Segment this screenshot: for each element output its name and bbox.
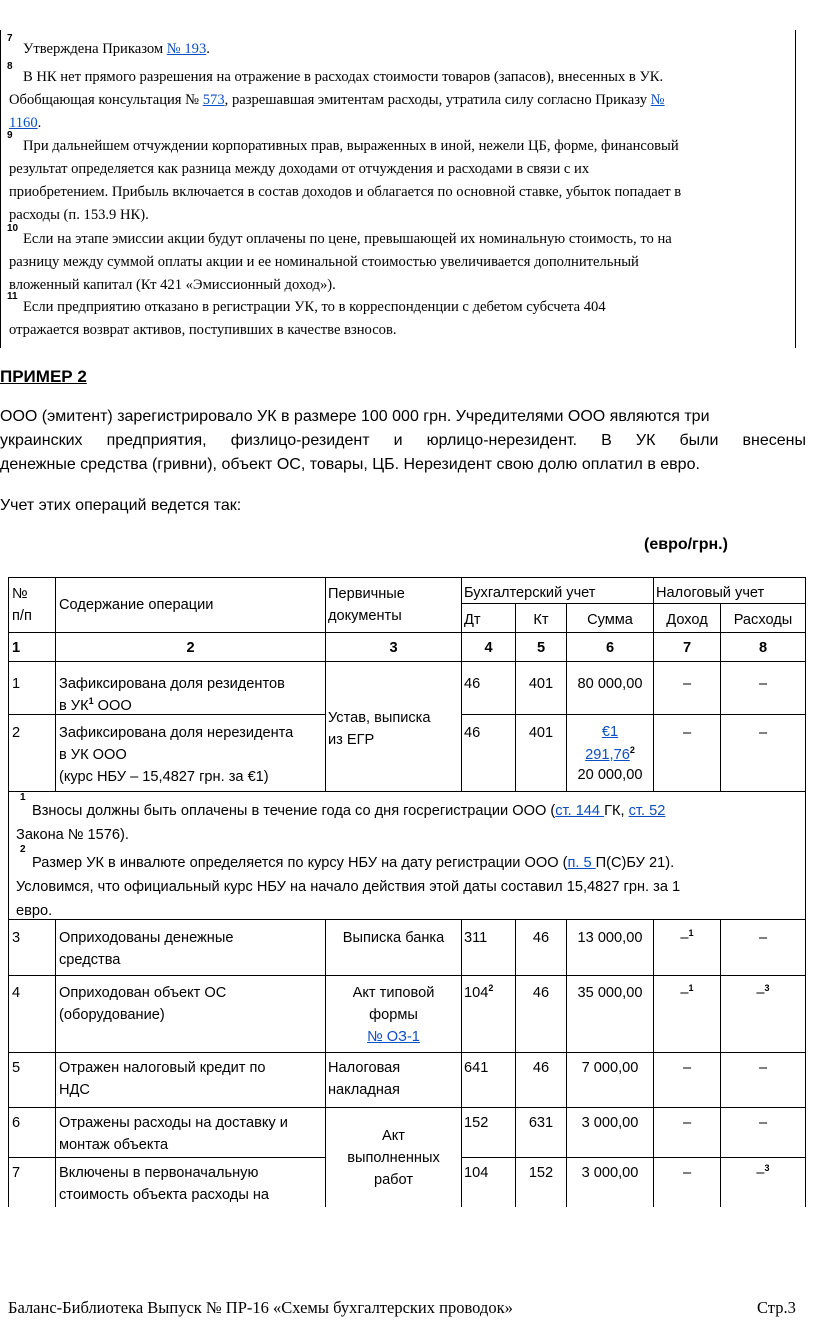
header-docs [328, 583, 405, 627]
docs-line: Налоговая [328, 1060, 401, 1076]
operation-line: ООО [93, 698, 132, 714]
header-sum: Сумма [587, 612, 633, 628]
footnote-text: При дальнейшем отчуждении корпоративных прав, выраженных в иной, нежели ЦБ, форме, финансовый [23, 138, 679, 154]
euro-amount-link[interactable]: 291,76 [585, 747, 630, 763]
row-number: 6 [12, 1115, 21, 1131]
psbu-21-link[interactable]: п. 5 [567, 855, 596, 871]
footnote-text: Закона № 1576). [16, 827, 129, 843]
expense-value [721, 1162, 805, 1184]
expense-value: – [758, 676, 768, 692]
footnote-text: Если предприятию отказано в регистрации УК, то в корреспонденции с дебетом субсчета 404 [23, 299, 606, 315]
row-number: 4 [12, 985, 21, 1001]
operation-line: Зафиксирована доля нерезидента [59, 725, 294, 741]
footnote-text: . [37, 115, 42, 131]
footnote-text: ГК, [604, 803, 629, 819]
operation-content [59, 1057, 266, 1101]
expense-dash: – [756, 985, 765, 1001]
footnote-11 [7, 291, 781, 342]
dt-value: 104 [464, 1165, 489, 1181]
dt-value [464, 982, 493, 1004]
footnote-7 [7, 33, 781, 61]
operation-line: в УК ООО [59, 747, 127, 763]
sum-value: 3 000,00 [581, 1115, 639, 1131]
col-number: 2 [186, 640, 195, 656]
header-tax: Налоговый учет [656, 585, 765, 601]
civil-code-144-link[interactable]: ст. 144 [555, 803, 605, 819]
income-value: – [682, 1165, 692, 1181]
col-number: 6 [605, 640, 615, 656]
col-number: 3 [389, 640, 398, 656]
sum-value: 80 000,00 [577, 676, 643, 692]
sum-value: 35 000,00 [577, 985, 643, 1001]
col-number: 4 [484, 640, 493, 656]
docs-line: Акт типовой [352, 985, 435, 1001]
footnote-text: евро. [16, 903, 53, 919]
footnote-9 [7, 130, 781, 227]
income-value: – [682, 676, 692, 692]
kt-value: 46 [532, 985, 550, 1001]
operation-line: Зафиксирована доля резидентов [59, 676, 285, 692]
kt-value: 631 [528, 1115, 554, 1131]
footnote-ref: 3 [764, 983, 770, 993]
order-1160-link-a[interactable]: № [650, 92, 665, 108]
header-content: Содержание операции [59, 597, 214, 613]
operation-content [59, 1162, 269, 1206]
footnote-text: В НК нет прямого разрешения на отражение в расходах стоимости товаров (запасов), внесенных в УК. [23, 69, 664, 85]
footnote-number: 2 [20, 844, 26, 855]
expense-value: – [758, 725, 768, 741]
footer-page-number: Стр.3 [757, 1298, 796, 1317]
footnote-number: 7 [7, 33, 13, 44]
income-dash: – [680, 985, 689, 1001]
operation-line: (оборудование) [59, 1007, 165, 1023]
header-expense: Расходы [733, 612, 793, 628]
income-value [654, 982, 720, 1004]
footnote-text: приобретением. Прибыль включается в состав доходов и облагается по основной ставке, убыток попадает в [9, 184, 682, 200]
docs-line: Акт [382, 1128, 405, 1144]
footer-publication: Баланс-Библиотека Выпуск № ПР-16 «Схемы бухгалтерских проводок» [8, 1298, 513, 1317]
income-value: – [682, 1115, 692, 1131]
footnote-ref: 1 [88, 696, 94, 706]
row-number: 7 [12, 1165, 21, 1181]
table-footnote-1 [16, 792, 796, 847]
operation-content [59, 927, 233, 971]
footnote-ref: 2 [488, 983, 494, 993]
intro-paragraph-2: Учет этих операций ведется так: [0, 497, 242, 514]
col-number: 5 [536, 640, 546, 656]
income-dash: – [680, 930, 689, 946]
footnotes-block [0, 30, 796, 348]
footnote-text: расходы (п. 153.9 НК). [9, 207, 149, 223]
expense-value [721, 982, 805, 1004]
header-dt: Дт [464, 612, 481, 628]
header-num-line: № [12, 586, 28, 602]
footnote-text: вложенный капитал (Кт 421 «Эмиссионный доход»). [9, 277, 336, 293]
footnote-number: 11 [7, 291, 18, 302]
footnote-number: 8 [7, 61, 13, 72]
intro-line: ООО (эмитент) зарегистрировало УК в размере 100 000 грн. Учредителями ООО являются три [0, 408, 710, 425]
docs-line: выполненных [347, 1150, 440, 1166]
operation-line: в УК [59, 698, 89, 714]
header-accounting: Бухгалтерский учет [464, 585, 596, 601]
intro-paragraph [0, 405, 806, 477]
operation-line: Оприходованы денежные [59, 930, 234, 946]
operation-line: Оприходован объект ОС [59, 985, 227, 1001]
kt-value: 152 [528, 1165, 554, 1181]
order-1160-link-b[interactable]: 1160 [9, 115, 38, 131]
income-value [654, 927, 720, 949]
footnote-8 [7, 61, 781, 135]
sum-value: 3 000,00 [581, 1165, 639, 1181]
col-number: 7 [682, 640, 692, 656]
dt-value: 641 [464, 1060, 489, 1076]
header-docs-line: Первичные [328, 586, 405, 602]
intro-line: украинских предприятия, физлицо-резидент и юрлицо-нерезидент. В УК были внесены [0, 432, 806, 449]
docs-line: работ [373, 1172, 414, 1188]
dt-value: 152 [464, 1115, 489, 1131]
footnote-ref: 2 [629, 745, 635, 755]
example-heading: ПРИМЕР 2 [0, 367, 87, 386]
sum-value: 7 000,00 [581, 1060, 639, 1076]
operation-line: Включены в первоначальную [59, 1165, 259, 1181]
footnote-text: Взносы должны быть оплачены в течение года со дня госрегистрации ООО ( [32, 803, 556, 819]
docs-value: Выписка банка [342, 930, 445, 946]
footnote-text: результат определяется как разница между доходами от отчуждения и расходами в связи с их [9, 161, 590, 177]
kt-value: 46 [532, 930, 550, 946]
footnote-text: Условимся, что официальный курс НБУ на начало действия этой даты составил 15,4827 грн. за 1 [16, 879, 681, 895]
header-num-line: п/п [12, 608, 32, 624]
operation-line: (курс НБУ – 15,4827 грн. за €1) [59, 769, 269, 785]
footnote-number: 9 [7, 130, 13, 141]
form-oz1-link[interactable]: № ОЗ-1 [367, 1029, 420, 1045]
sum-value: 13 000,00 [577, 930, 643, 946]
operation-line: средства [59, 952, 121, 968]
order-193-link[interactable]: № 193 [166, 41, 207, 57]
footnote-number: 1 [20, 792, 26, 803]
expense-value: – [758, 1115, 768, 1131]
footnote-ref: 1 [688, 928, 694, 938]
docs-line: из ЕГР [328, 732, 375, 748]
header-kt: Кт [533, 612, 549, 628]
footnote-text: Утверждена Приказом [23, 41, 167, 57]
dt-value: 311 [464, 930, 488, 946]
unit-label: (евро/грн.) [644, 536, 728, 553]
table-footnote-2 [16, 844, 796, 923]
footnote-text: Если на этапе эмиссии акции будут оплачены по цене, превышающей их номинальную стоимость, то на [23, 231, 672, 247]
docs-merged-6-7 [326, 1125, 461, 1191]
col-number: 1 [12, 640, 21, 656]
docs-line: накладная [328, 1082, 400, 1098]
row-number: 1 [12, 676, 21, 692]
kt-value: 46 [532, 1060, 550, 1076]
operation-line: монтаж объекта [59, 1137, 169, 1153]
operation-content [59, 1112, 288, 1156]
dt-value: 46 [464, 676, 481, 692]
expense-dash: – [756, 1165, 765, 1181]
consultation-573-link[interactable]: 573 [202, 92, 225, 108]
accounting-table [8, 577, 806, 1207]
expense-value: – [758, 930, 768, 946]
row-number: 3 [12, 930, 21, 946]
col-number: 8 [758, 640, 768, 656]
footnote-text: . [206, 41, 210, 57]
header-docs-line: документы [328, 608, 402, 624]
kt-value: 401 [528, 676, 554, 692]
docs-merged-1-2 [328, 707, 431, 751]
operation-content [59, 673, 285, 717]
kt-value: 401 [528, 725, 554, 741]
operation-line: стоимость объекта расходы на [59, 1187, 270, 1203]
footnote-ref: 1 [688, 983, 694, 993]
euro-amount-link[interactable]: €1 [601, 724, 619, 740]
operation-line: Отражены расходы на доставку и [59, 1115, 288, 1131]
footnote-text: Обобщающая консультация № [9, 92, 203, 108]
row-number: 5 [12, 1060, 21, 1076]
operation-line: НДС [59, 1082, 90, 1098]
expense-value: – [758, 1060, 768, 1076]
operation-content [59, 722, 293, 788]
footnote-number: 10 [7, 223, 19, 234]
intro-line: денежные средства (гривни), объект ОС, товары, ЦБ. Нерезидент свою долю оплатил в евро. [0, 456, 700, 473]
row-number: 2 [12, 725, 21, 741]
operation-line: Отражен налоговый кредит по [59, 1060, 266, 1076]
footnote-text: Размер УК в инвалюте определяется по курсу НБУ на дату регистрации ООО ( [32, 855, 568, 871]
docs-value [326, 982, 461, 1048]
operation-content [59, 982, 226, 1026]
income-value: – [682, 725, 692, 741]
footnote-text: , разрешавшая эмитентам расходы, утратила силу согласно Приказу [224, 92, 651, 108]
docs-line: формы [369, 1007, 418, 1023]
footnote-ref: 3 [764, 1163, 770, 1173]
footnote-text: П(С)БУ 21). [595, 855, 675, 871]
docs-line: Устав, выписка [328, 710, 431, 726]
income-value: – [682, 1060, 692, 1076]
docs-value [328, 1057, 400, 1101]
footnote-text: разницу между суммой оплаты акции и ее номинальной стоимостью увеличивается дополнительный [9, 254, 639, 270]
dt-value: 46 [464, 725, 481, 741]
footnote-text: отражается возврат активов, поступивших в качестве взносов. [9, 322, 397, 338]
sum-uah: 20 000,00 [577, 767, 643, 783]
header-income: Доход [666, 612, 708, 628]
sum-value-euro [567, 722, 653, 785]
law-52-link[interactable]: ст. 52 [628, 803, 666, 819]
header-num [12, 583, 32, 627]
dt-number: 104 [464, 985, 489, 1001]
